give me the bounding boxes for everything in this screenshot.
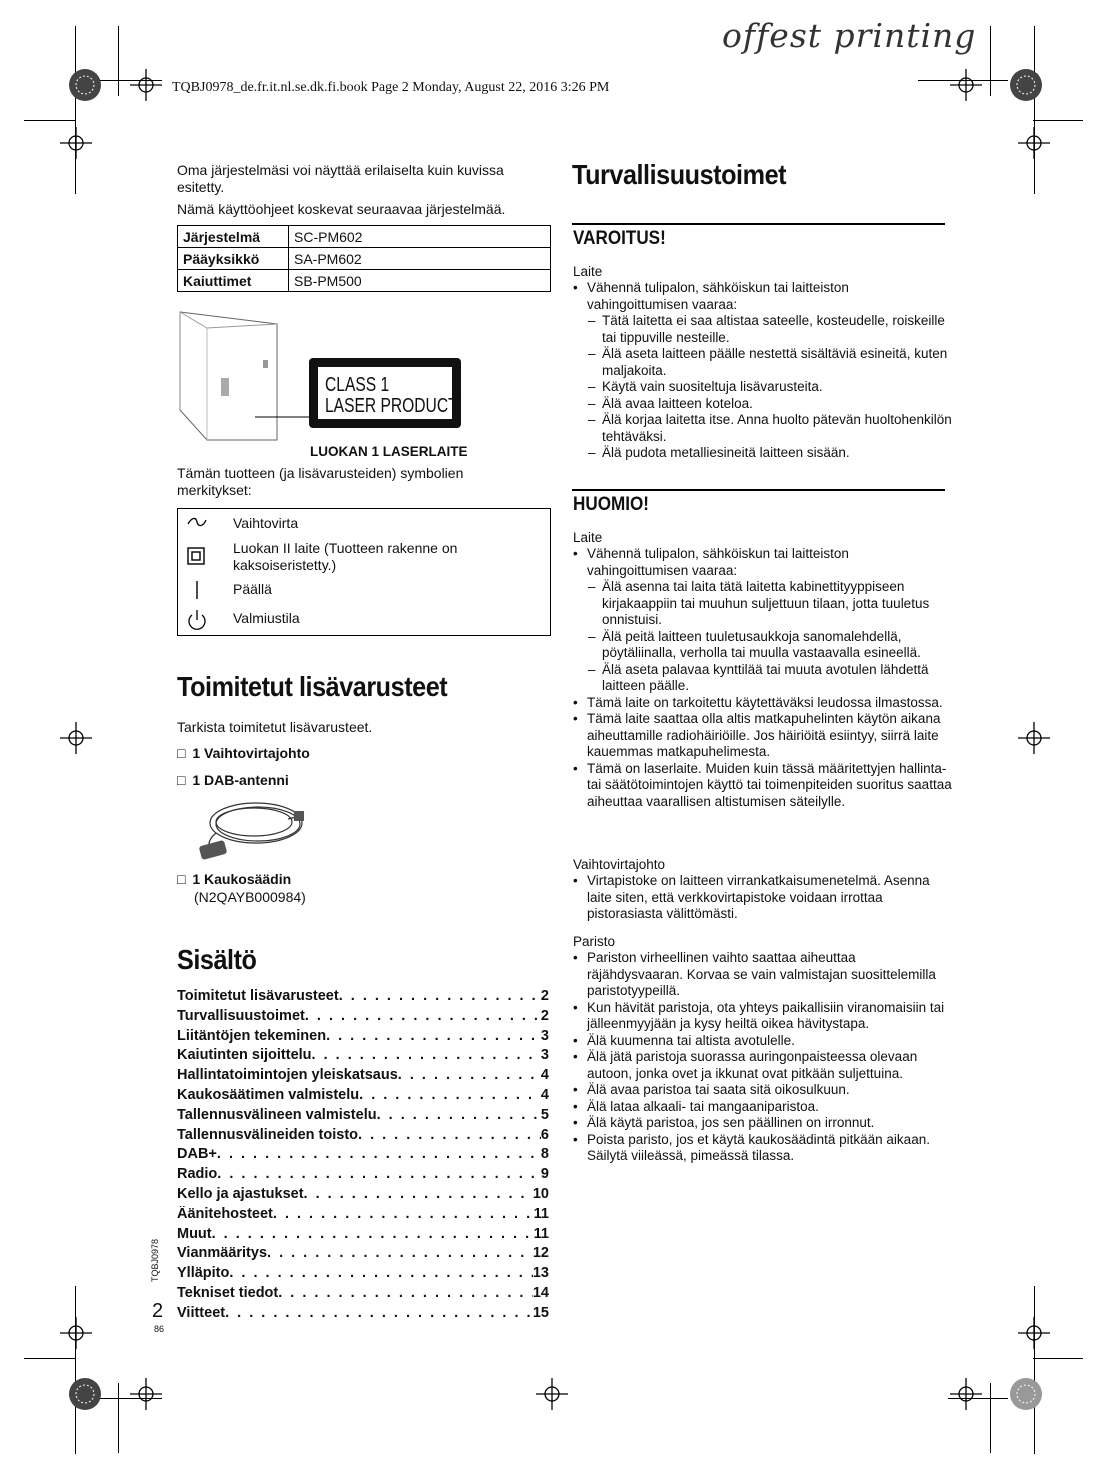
toc-entry[interactable]: Tekniset tiedot . . . 14 — [177, 1285, 549, 1305]
list-item: • Älä kuumenna tai altista avotulelle. — [573, 1033, 953, 1050]
standby-power-icon — [184, 609, 210, 635]
list-item: – Älä avaa laitteen koteloa. — [573, 396, 953, 413]
page-number: 2 — [152, 1300, 164, 1322]
contents-heading: Sisältö — [177, 944, 257, 975]
list-item: • Poista paristo, jos et käytä kaukosäädintä pitkään aikaan. Säilytä viileässä, pimeässä tilassa. — [573, 1132, 953, 1165]
antenna-cable-icon — [196, 793, 308, 865]
toc-entry[interactable]: Turvallisuustoimet . . . 2 — [177, 1008, 549, 1028]
system-label: Järjestelmä — [178, 226, 289, 248]
symbols-intro: Tämän tuotteen (ja lisävarusteiden) symbolien merkitykset: — [177, 465, 464, 498]
safety-heading: Turvallisuustoimet — [572, 159, 787, 190]
checkbox-glyph: □ — [177, 871, 186, 887]
list-item: – Älä aseta laitteen päälle nestettä sisältäviä esineitä, kuten maljakoita. — [573, 346, 953, 379]
system-value: SC-PM602 — [289, 226, 551, 248]
ac-tilde-icon — [184, 515, 210, 533]
table-row — [178, 270, 551, 292]
list-item: • Älä avaa paristoa tai saata sitä oikosulkuun. — [573, 1082, 953, 1099]
table-row — [178, 226, 551, 248]
toc-entry[interactable]: Tallennusvälineiden toisto . . . 6 — [177, 1127, 549, 1147]
toc-entry[interactable]: Radio . . . 9 — [177, 1166, 549, 1186]
symbol-text-standby: Valmiustila — [233, 610, 300, 626]
brand-watermark: offest printing — [722, 16, 977, 55]
speakers-label: Kaiuttimet — [178, 270, 289, 292]
toc-entry[interactable]: Liitäntöjen tekeminen . . . 3 — [177, 1028, 549, 1048]
laser-label-line-2: LASER PRODUCT — [325, 395, 458, 417]
toc-entry[interactable]: Viitteet . . . 15 — [177, 1305, 549, 1325]
toc-entry[interactable]: Ylläpito . . . 13 — [177, 1265, 549, 1285]
list-item: – Älä korjaa laitetta itse. Anna huolto pätevän huoltohenkilön tehtäväksi. — [573, 412, 953, 445]
divider — [572, 223, 945, 225]
laser-label-illustration — [177, 310, 477, 444]
list-item: • Älä lataa alkaali- tai mangaaniparistoa. — [573, 1099, 953, 1116]
intro-text — [177, 162, 552, 223]
list-item: • Vähennä tulipalon, sähköiskun tai laitteiston vahingoittumisen vaaraa: — [573, 280, 953, 313]
warning-subheading-device: Laite — [573, 264, 603, 279]
checkbox-glyph: □ — [177, 745, 186, 761]
list-item: – Älä peitä laitteen tuuletusaukkoja sanomalehdellä, pöytäliinalla, verholla tai muulla vastaavalla esineellä. — [573, 629, 953, 662]
laser-caption: LUOKAN 1 LASERLAITE — [310, 444, 468, 459]
list-item: • Vähennä tulipalon, sähköiskun tai laitteiston vahingoittumisen vaaraa: — [573, 546, 953, 579]
power-on-line-icon — [184, 581, 210, 605]
intro-line-2: Nämä käyttöohjeet koskevat seuraavaa järjestelmää. — [177, 201, 506, 217]
toc-entry[interactable]: Toimitetut lisävarusteet . . . 2 — [177, 988, 549, 1008]
symbols-box — [177, 508, 551, 636]
accessories-intro: Tarkista toimitetut lisävarusteet. — [177, 719, 373, 735]
list-item: • Tämä laite on tarkoitettu käytettäväksi leudossa ilmastossa. — [573, 695, 953, 712]
laser-label-plate — [309, 358, 461, 428]
ac-cord-subheading: Vaihtovirtajohto — [573, 857, 666, 872]
list-item: – Käytä vain suositeltuja lisävarusteita. — [573, 379, 953, 396]
toc-entry[interactable]: Äänitehosteet . . . 11 — [177, 1206, 549, 1226]
accessory-label: 1 Vaihtovirtajohto — [192, 745, 310, 761]
divider — [572, 489, 945, 491]
remote-model-number: (N2QAYB000984) — [194, 889, 306, 905]
list-item: – Älä aseta palavaa kynttilää tai muuta avotulen lähdettä laitteen päälle. — [573, 662, 953, 695]
list-item: • Älä käytä paristoa, jos sen päällinen on irronnut. — [573, 1115, 953, 1132]
laser-label-line-1: CLASS 1 — [325, 374, 390, 396]
accessory-item-ac-cord — [177, 745, 310, 761]
toc-entry[interactable]: Vianmääritys . . . 12 — [177, 1245, 549, 1265]
battery-subheading: Paristo — [573, 934, 616, 949]
toc-entry[interactable]: Tallennusvälineen valmistelu . . . 5 — [177, 1107, 549, 1127]
toc-entry[interactable]: DAB+ . . . 8 — [177, 1146, 549, 1166]
symbol-text-ac: Vaihtovirta — [233, 515, 299, 531]
toc-entry[interactable]: Kaukosäätimen valmistelu . . . 4 — [177, 1087, 549, 1107]
page-sub-number: 86 — [154, 1324, 165, 1334]
warning-list — [573, 280, 953, 462]
list-item: – Älä asenna tai laita tätä laitetta kabinettityyppiseen kirjakaappiin tai muuhun suljettuun tilaan, jotta tuuletus onnistuisi. — [573, 579, 953, 629]
list-item: – Älä pudota metalliesineitä laitteen sisään. — [573, 445, 953, 462]
toc-entry[interactable]: Kaiutinten sijoittelu . . . 3 — [177, 1047, 549, 1067]
speakers-value: SB-PM500 — [289, 270, 551, 292]
symbol-text-on: Päällä — [233, 581, 272, 597]
warning-heading: VAROITUS! — [573, 228, 666, 249]
accessory-item-remote — [177, 871, 291, 887]
list-item: • Pariston virheellinen vaihto saattaa aiheuttaa räjähdysvaaran. Korvaa se vain valmistajan suosittelemilla paristotyypeillä. — [573, 950, 953, 1000]
list-item: • Kun hävität paristoja, ota yhteys paikallisiin viranomaisiin tai jälleenmyyjään ja kysy heiltä oikea hävitystapa. — [573, 1000, 953, 1033]
checkbox-glyph: □ — [177, 772, 186, 788]
book-file-line: TQBJ0978_de.fr.it.nl.se.dk.fi.book Page 2 Monday, August 22, 2016 3:26 PM — [172, 80, 610, 95]
list-item: • Virtapistoke on laitteen virrankatkaisumenetelmä. Asenna laite siten, että verkkovirtapistoke voidaan irrottaa pistorasiasta välittömästi. — [573, 873, 953, 923]
accessory-item-dab-antenna — [177, 772, 289, 788]
list-item: • Tämä on laserlaite. Muiden kuin tässä määritettyjen hallinta- tai säätötoimintojen käyttö tai toimenpiteiden suoritus saattaa aiheuttaa vaarallisen altistumisen säteilylle. — [573, 761, 953, 811]
list-item: • Älä jätä paristoja suorassa auringonpaisteessa olevaan autoon, jonka ovet ja ikkunat ovat pitkään suljettuina. — [573, 1049, 953, 1082]
list-item: • Tämä laite saattaa olla altis matkapuhelinten käytön aikana aiheuttamille radiohäiriöille. Jos häiriöitä esiintyy, siirrä laite kauemmas matkapuhelimesta. — [573, 711, 953, 761]
list-item: – Tätä laitetta ei saa altistaa sateelle, kosteudelle, roiskeille tai tippuville nesteille. — [573, 313, 953, 346]
caution-list — [573, 546, 953, 810]
symbol-text-class-ii: Luokan II laite (Tuotteen rakenne on kaksoiseristetty.) — [233, 540, 458, 573]
table-row — [178, 248, 551, 270]
ac-cord-list — [573, 873, 953, 923]
toc-entry[interactable]: Hallintatoimintojen yleiskatsaus . . . 4 — [177, 1067, 549, 1087]
intro-line-1: Oma järjestelmäsi voi näyttää erilaiselta kuin kuvissa esitetty. — [177, 162, 504, 195]
system-table — [177, 225, 551, 292]
accessory-label: 1 DAB-antenni — [192, 772, 289, 788]
table-of-contents — [177, 988, 549, 1325]
toc-entry[interactable]: Muut . . . 11 — [177, 1226, 549, 1246]
accessories-heading: Toimitetut lisävarusteet — [177, 671, 448, 702]
class-ii-double-square-icon — [184, 546, 210, 570]
caution-subheading-device: Laite — [573, 530, 603, 545]
caution-heading: HUOMIO! — [573, 494, 649, 515]
battery-list — [573, 950, 953, 1165]
document-code: TQBJ0978 — [150, 1238, 160, 1282]
main-unit-label: Pääyksikkö — [178, 248, 289, 270]
toc-entry[interactable]: Kello ja ajastukset . . . 10 — [177, 1186, 549, 1206]
main-unit-value: SA-PM602 — [289, 248, 551, 270]
accessory-label: 1 Kaukosäädin — [192, 871, 292, 887]
